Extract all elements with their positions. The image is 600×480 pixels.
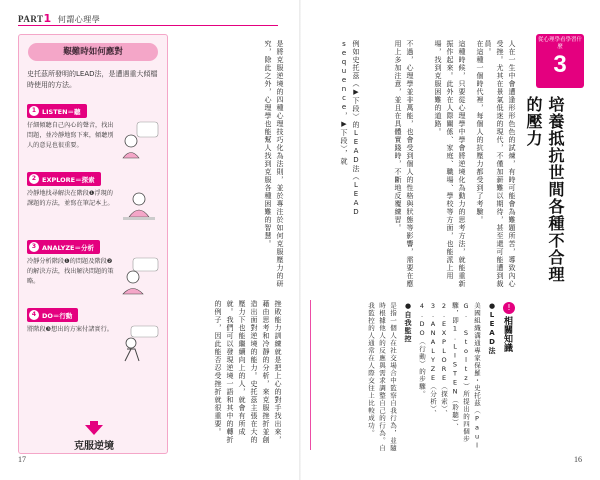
running-header [18, 12, 100, 25]
running-person-illustration [119, 325, 159, 363]
related-item-title: ●自我監控 [404, 302, 412, 343]
step-tag [27, 172, 101, 186]
step-label: EXPLORE＝探索 [42, 175, 95, 184]
result-label: 克服逆境 [74, 441, 114, 452]
related-heading-text: 相關知識 [502, 316, 512, 352]
step-tag [27, 240, 100, 254]
step-tag [27, 104, 87, 118]
chapter-badge [536, 34, 584, 88]
step-number: 1 [29, 106, 39, 116]
exclamation-icon: ! [503, 302, 515, 314]
related-item-body: 是指一個人在社交場合中監察自我行為，並隨時根據他人的反應與需求調整自己的行為。自我監控的人通常在人際交往上比較成功。 [367, 302, 397, 452]
step-do [27, 301, 159, 363]
writing-person-illustration [119, 189, 159, 227]
chapter-title: 培養抵抗世間各種不合理的壓力 [524, 96, 565, 283]
step-text: 將階段❸想出的方案付諸實行。 [27, 326, 113, 333]
part-number: 1 [43, 12, 52, 25]
tip-box [18, 34, 168, 454]
step-analyze [27, 233, 159, 295]
left-lower-column: 挫敗能力訓練就是把上心的對手找出來，藉由思考和冷靜的分析，來克服挫折並創造出面對逆境的能力。史托茲主張在大的壓力下也能繼續向上的人，就會有所成就。我們可以發現逆境一語和其中的轉折的例子，因此能否忍受挫折就很重要。 [214, 300, 282, 444]
step-label: LISTEN＝聽 [42, 107, 81, 116]
related-item-title: ●LEAD法 [488, 302, 496, 355]
body-column-1: 人在一生中會遭逢形形色色的試煉，有時可能會為難題所苦，導致內心受挫。尤其在景氣低迷的現代，不僅加薪難以期待，甚至還可能遭到裁員。 [484, 40, 516, 288]
page-number-right: 16 [574, 455, 582, 464]
step-text: 冷靜地找尋解決在階段❶浮現的課題的方法，並寫在筆記本上。 [27, 190, 114, 207]
badge-number: 3 [553, 51, 567, 78]
thinking-person-illustration [119, 121, 159, 159]
step-number: 4 [29, 310, 39, 320]
body-column-2: 在這種一個時代裡，每個人的抗壓力都受到了考驗。 [476, 40, 484, 224]
tip-box-intro: 史托茲所發明的LEAD法，是遭遇重大傾檔時使用的方法。 [27, 70, 158, 89]
step-tag [27, 308, 78, 322]
right-page [300, 0, 600, 480]
badge-caption: 從心理學看學習什麼 [537, 37, 582, 50]
header-rule [18, 25, 278, 26]
step-listen [27, 97, 159, 159]
step-number: 2 [29, 174, 39, 184]
page-number-left: 17 [18, 455, 26, 464]
left-body-column: 是將克服逆境的四種心理技巧化為法則，並於專注於如何克服壓力的研究，除此之外，心理學也能幫人找到克服各種困難的智慧。 [264, 40, 284, 288]
step-label: DO＝行動 [42, 311, 73, 320]
step-text: 仔細傾聽自己內心的聲音，找出問題，並冷靜地寫下來，傾聽別人的意見也很重要。 [27, 122, 114, 149]
step-number: 3 [29, 242, 39, 252]
step-explore [27, 165, 159, 227]
tip-box-title: 艱難時如何應對 [28, 43, 158, 61]
body-column-5: 例如史托茲（▶下段）的LEAD法（LEAD sequence，▶下段），就 [340, 40, 360, 217]
related-item-body: 美國組織溝通專家保羅・史托茲（Paul G. Stoltz）所提出的四個步驟，即1.LISTEN（聆聽）、2.EXPLORE（探索）、3.ANALYZE（分析）、4.DO（行動）的步驟。 [418, 302, 481, 451]
header-title: 何謂心理學 [57, 15, 101, 24]
arrow-down-icon [85, 421, 103, 435]
thinking-person-illustration [119, 257, 159, 295]
section-divider [310, 300, 311, 450]
body-column-3: 這種時候，只要從心理學中學會將逆境化為動力的思考方法，就能重新振作起來。此外在人際關係、家庭、職場、學校等方面，也能派上用場，找到克服困難的道路。 [434, 40, 466, 288]
related-knowledge-box [318, 302, 514, 452]
step-text: 冷靜分析階段❶的問題及階段❷的解決方法，找出解決問題的策略。 [27, 258, 114, 285]
part-label: PART [18, 14, 44, 24]
body-column-4: 不過，心理學並非萬能，也會受到個人的性格與狀態等影響，需要在應用上多加注意，並且在具體實踐時，不斷地反覆練習。 [394, 40, 414, 288]
step-label: ANALYZE＝分析 [42, 243, 94, 252]
